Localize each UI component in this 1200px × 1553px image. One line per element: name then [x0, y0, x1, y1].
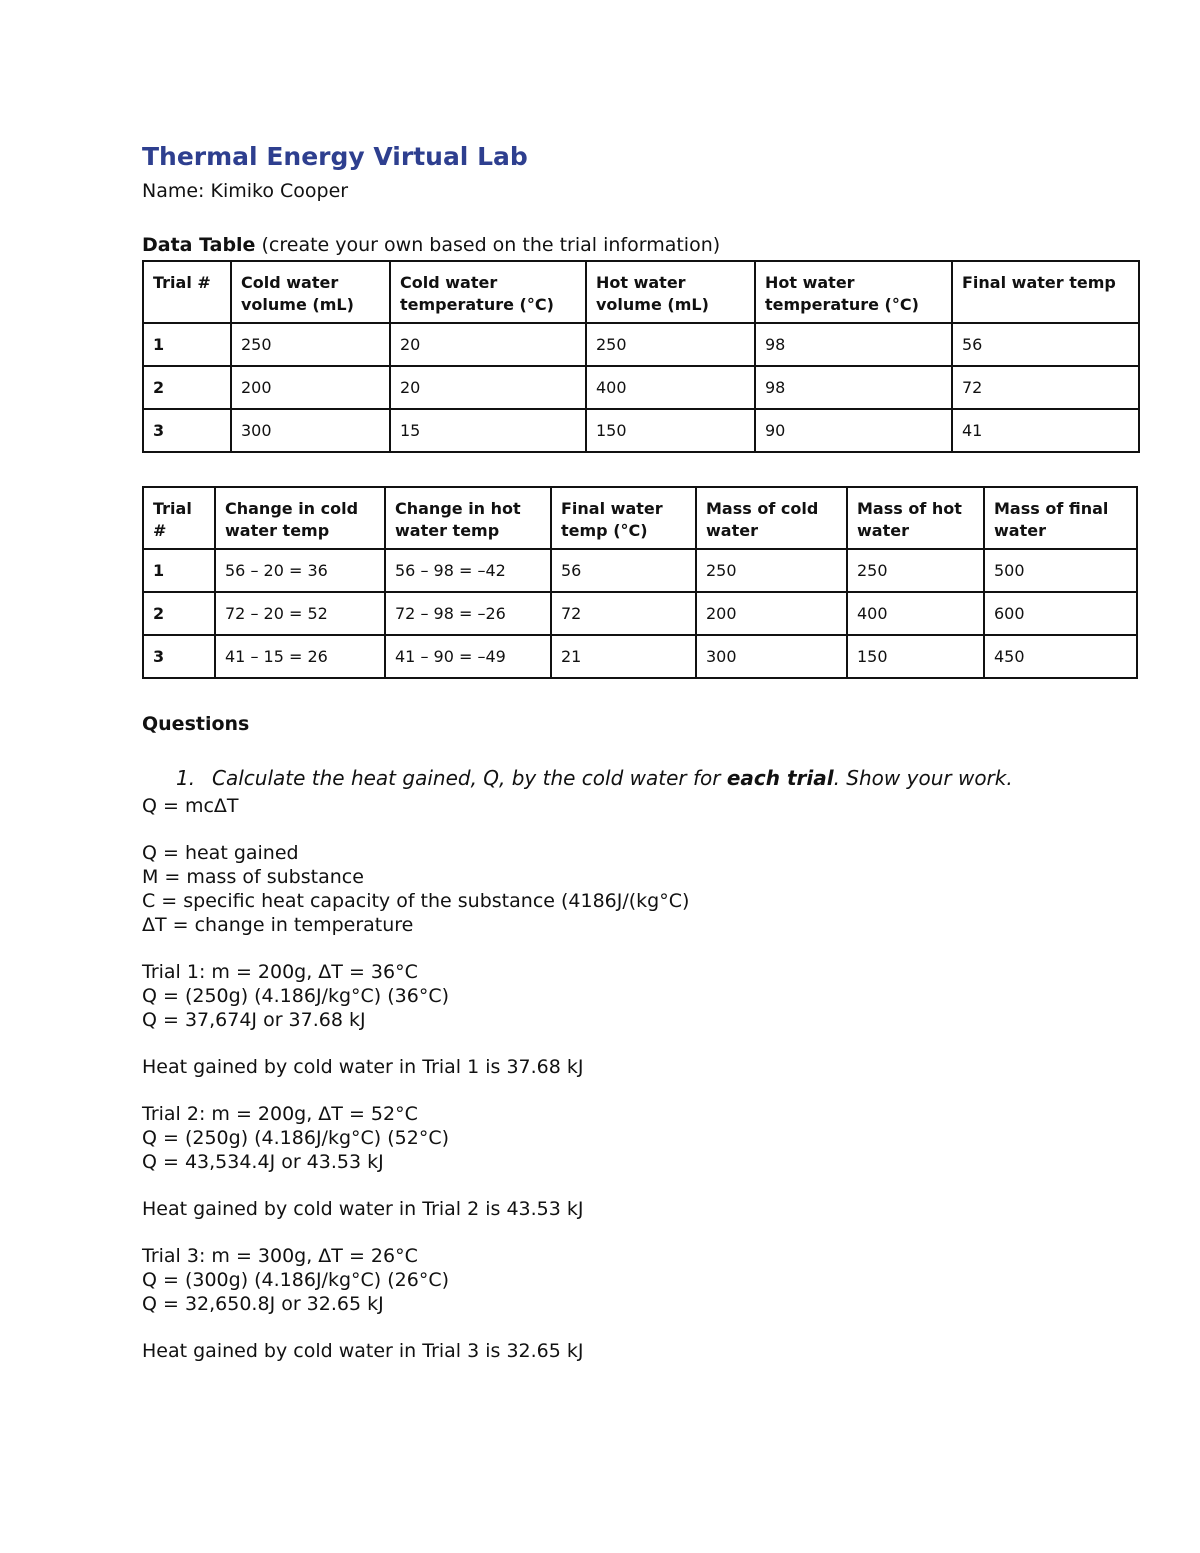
table-cell: 41 [952, 409, 1139, 452]
table-cell: 20 [390, 323, 586, 366]
document-page [142, 140, 1138, 1363]
page-title: Thermal Energy Virtual Lab [142, 142, 528, 171]
definition-line: Q = heat gained [142, 842, 299, 864]
trial-summary: Heat gained by cold water in Trial 2 is 43.53 kJ [142, 1198, 584, 1220]
table-cell: 56 – 98 = –42 [385, 549, 551, 592]
table-cell: 20 [390, 366, 586, 409]
definition-line: C = specific heat capacity of the substance (4186J/(kg°C) [142, 890, 690, 912]
trial-calc-line: Q = (250g) (4.186J/kg°C) (36°C) [142, 985, 450, 1007]
table-cell: 1 [143, 549, 215, 592]
table-header-row [143, 261, 1139, 323]
table-cell: 72 [551, 592, 696, 635]
trial-calc-line: Q = 32,650.8J or 32.65 kJ [142, 1293, 384, 1315]
table-cell: 250 [847, 549, 984, 592]
table-cell: 250 [696, 549, 847, 592]
table-cell: 450 [984, 635, 1137, 678]
trial-calc-line: Q = (250g) (4.186J/kg°C) (52°C) [142, 1127, 450, 1149]
trial-data-table [142, 260, 1140, 453]
question-text-start: Calculate the heat gained, Q, by the cold water for [212, 766, 727, 790]
question-item [142, 763, 1138, 794]
table-cell: 250 [586, 323, 755, 366]
table-cell: 72 – 20 = 52 [215, 592, 385, 635]
header-cell: Cold water volume (mL) [231, 261, 390, 323]
header-cell: Mass of final water [984, 487, 1137, 549]
header-cell: Cold water temperature (°C) [390, 261, 586, 323]
table-cell: 90 [755, 409, 952, 452]
question-text-end: . Show your work. [833, 766, 1013, 790]
data-table-title: Data Table [142, 234, 256, 256]
header-cell: Change in cold water temp [215, 487, 385, 549]
table-cell: 2 [143, 366, 231, 409]
table-cell: 200 [696, 592, 847, 635]
table-row [143, 366, 1139, 409]
header-cell: Hot water volume (mL) [586, 261, 755, 323]
table-cell: 72 – 98 = –26 [385, 592, 551, 635]
table-cell: 400 [586, 366, 755, 409]
table-cell: 41 – 15 = 26 [215, 635, 385, 678]
table-cell: 56 [551, 549, 696, 592]
table-cell: 600 [984, 592, 1137, 635]
table-row [143, 635, 1137, 678]
table-cell: 150 [586, 409, 755, 452]
header-cell: Trial # [143, 487, 215, 549]
table-cell: 3 [143, 409, 231, 452]
table-cell: 200 [231, 366, 390, 409]
name-value: Kimiko Cooper [210, 180, 349, 202]
table-cell: 300 [231, 409, 390, 452]
trial-calc-line: Q = (300g) (4.186J/kg°C) (26°C) [142, 1269, 450, 1291]
answer-work [142, 794, 1138, 1363]
trial-calc-line: Trial 2: m = 200g, ΔT = 52°C [142, 1103, 418, 1125]
table-cell: 3 [143, 635, 215, 678]
table-header-row [143, 487, 1137, 549]
trial-calc-line: Q = 43,534.4J or 43.53 kJ [142, 1151, 384, 1173]
definition-line: M = mass of substance [142, 866, 364, 888]
header-cell: Change in hot water temp [385, 487, 551, 549]
name-label: Name: [142, 180, 205, 202]
table-row [143, 592, 1137, 635]
table-cell: 500 [984, 549, 1137, 592]
question-list [142, 763, 1138, 794]
table-cell: 150 [847, 635, 984, 678]
trial-summary: Heat gained by cold water in Trial 1 is 37.68 kJ [142, 1056, 584, 1078]
trial-calc-line: Trial 3: m = 300g, ΔT = 26°C [142, 1245, 418, 1267]
trial-calc-line: Q = 37,674J or 37.68 kJ [142, 1009, 366, 1031]
header-cell: Mass of hot water [847, 487, 984, 549]
trial-summary: Heat gained by cold water in Trial 3 is 32.65 kJ [142, 1340, 584, 1362]
definition-line: ΔT = change in temperature [142, 914, 414, 936]
table-row [143, 323, 1139, 366]
table-row [143, 549, 1137, 592]
table-cell: 56 – 20 = 36 [215, 549, 385, 592]
question-text-emphasis: each trial [726, 766, 834, 790]
header-cell: Final water temp [952, 261, 1139, 323]
header-cell: Mass of cold water [696, 487, 847, 549]
data-table-heading [142, 232, 1138, 258]
header-cell: Final water temp (°C) [551, 487, 696, 549]
table-cell: 300 [696, 635, 847, 678]
table-cell: 56 [952, 323, 1139, 366]
formula-line: Q = mcΔT [142, 795, 239, 817]
table-cell: 98 [755, 323, 952, 366]
header-cell: Trial # [143, 261, 231, 323]
table-cell: 98 [755, 366, 952, 409]
calculations-table [142, 486, 1138, 679]
table-cell: 15 [390, 409, 586, 452]
table-cell: 41 – 90 = –49 [385, 635, 551, 678]
question-text [212, 763, 1032, 794]
student-name-line [142, 178, 1138, 204]
question-number: 1. [176, 766, 196, 790]
table-cell: 2 [143, 592, 215, 635]
data-table-note: (create your own based on the trial information) [261, 234, 721, 256]
table-cell: 21 [551, 635, 696, 678]
header-cell: Hot water temperature (°C) [755, 261, 952, 323]
questions-heading: Questions [142, 713, 250, 735]
table-cell: 400 [847, 592, 984, 635]
table-cell: 1 [143, 323, 231, 366]
table-row [143, 409, 1139, 452]
table-cell: 250 [231, 323, 390, 366]
table-cell: 72 [952, 366, 1139, 409]
trial-calc-line: Trial 1: m = 200g, ΔT = 36°C [142, 961, 418, 983]
